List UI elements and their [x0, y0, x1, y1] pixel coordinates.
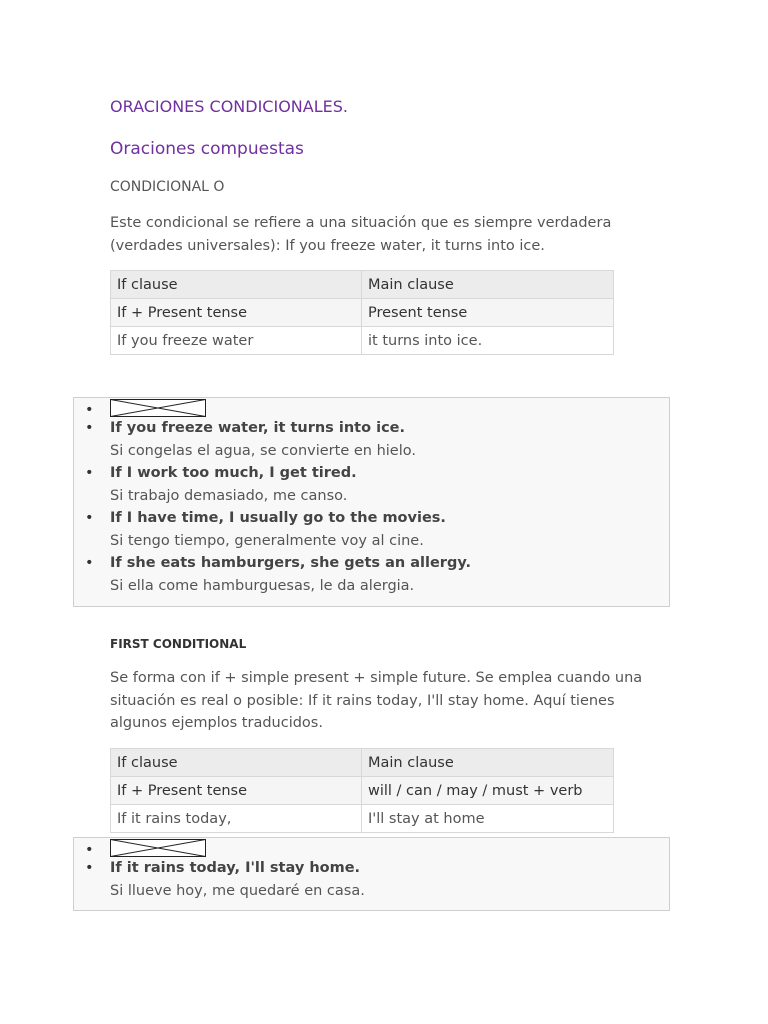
example-english: • If I have time, I usually go to the movies. [110, 510, 446, 526]
list-item [74, 462, 669, 507]
page-subtitle: Oraciones compuestas [110, 139, 304, 159]
example-spanish: Si tengo tiempo, generalmente voy al cine. [110, 532, 424, 549]
table-cell: If it rains today, [111, 805, 362, 833]
table-cell: If + Present tense [111, 777, 362, 805]
table-header-cell: Main clause [362, 749, 614, 777]
example-spanish: Si llueve hoy, me quedaré en casa. [110, 882, 365, 899]
examples-box-zero-conditional [73, 397, 670, 607]
table-row [111, 299, 614, 327]
section-description-first-conditional: Se forma con if + simple present + simple future. Se emplea cuando una situación es real o posible: If it rains today, I'll stay home. Aquí tienes algunos ejemplos traducidos. [110, 670, 643, 731]
table-header-row [111, 749, 614, 777]
broken-image-icon [110, 399, 206, 417]
section-description-zero-conditional: Este condicional se refiere a una situación que es siempre verdadera (verdades universales): If you freeze water, it turns into ice. [110, 215, 612, 254]
table-header-cell: If clause [111, 271, 362, 299]
list-item [74, 417, 669, 462]
examples-box-first-conditional [73, 837, 670, 911]
examples-list [74, 399, 669, 597]
table-cell: I'll stay at home [362, 805, 614, 833]
example-spanish: Si ella come hamburguesas, le da alergia. [110, 577, 415, 594]
first-conditional-table [110, 748, 614, 833]
example-english: • If you freeze water, it turns into ice. [110, 420, 406, 436]
example-spanish: Si congelas el agua, se convierte en hielo. [110, 442, 416, 459]
table-cell: will / can / may / must + verb [362, 777, 614, 805]
table-row [111, 805, 614, 833]
table-row [111, 327, 614, 355]
zero-conditional-table [110, 270, 614, 355]
example-english: • If it rains today, I'll stay home. [110, 860, 361, 876]
table-header-cell: Main clause [362, 271, 614, 299]
list-item [74, 839, 669, 857]
table-cell: it turns into ice. [362, 327, 614, 355]
list-item [74, 399, 669, 417]
example-english: • If I work too much, I get tired. [110, 465, 357, 481]
section-heading-zero-conditional: CONDICIONAL O [110, 179, 225, 195]
section-heading-first-conditional: FIRST CONDITIONAL [110, 637, 247, 651]
list-item [74, 857, 669, 902]
page-title: ORACIONES CONDICIONALES. [110, 97, 348, 116]
table-cell: Present tense [362, 299, 614, 327]
example-spanish: Si trabajo demasiado, me canso. [110, 487, 348, 504]
list-item [74, 507, 669, 552]
table-cell: If + Present tense [111, 299, 362, 327]
table-row [111, 777, 614, 805]
table-cell: If you freeze water [111, 327, 362, 355]
example-english: • If she eats hamburgers, she gets an allergy. [110, 555, 471, 571]
broken-image-icon [110, 839, 206, 857]
list-item [74, 552, 669, 597]
examples-list [74, 839, 669, 902]
table-header-row [111, 271, 614, 299]
table-header-cell: If clause [111, 749, 362, 777]
